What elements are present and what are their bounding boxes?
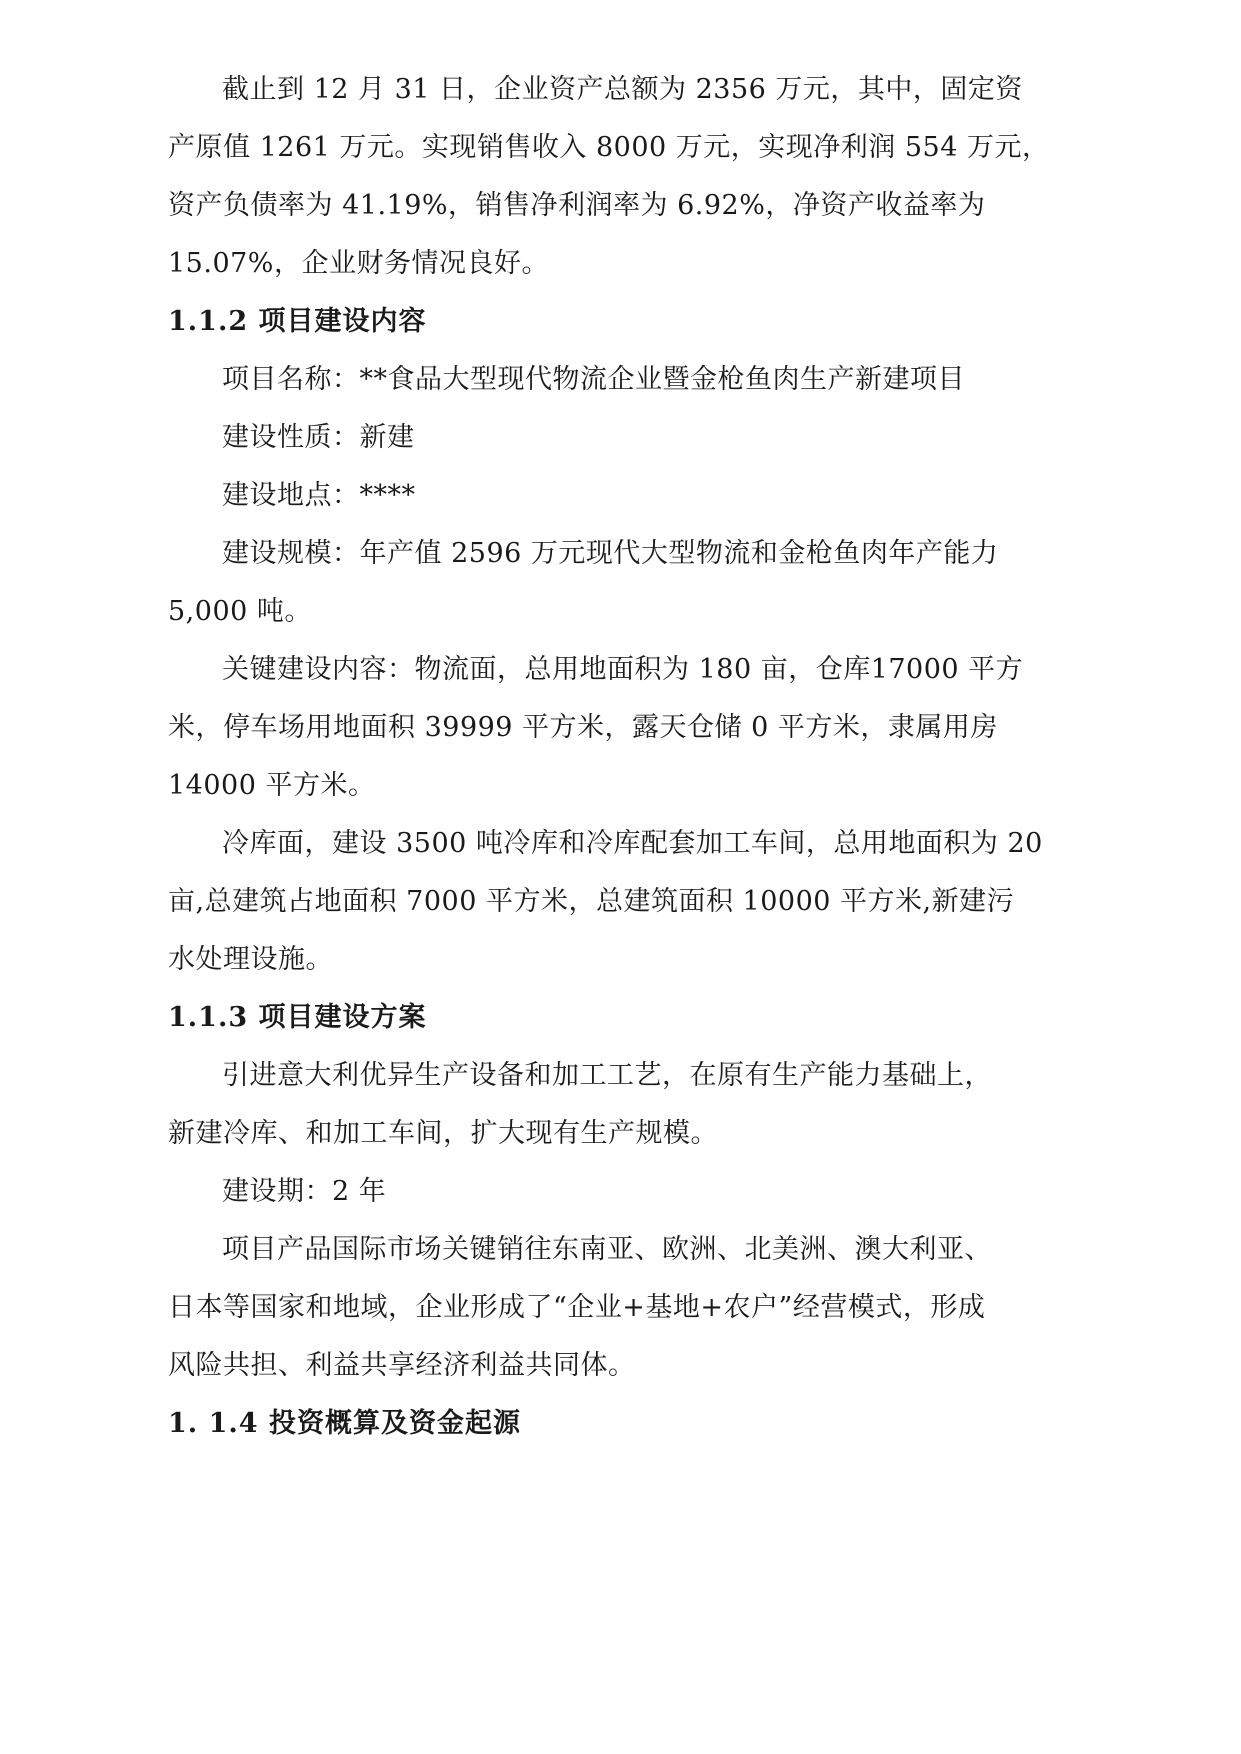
paragraph-line: 建设期：2 年	[222, 1176, 387, 1207]
paragraph-line: 5,000 吨。	[168, 596, 312, 627]
paragraph-line: 水处理设施。	[168, 944, 333, 975]
paragraph-line: 冷库面，建设 3500 吨冷库和冷库配套加工车间，总用地面积为 20	[222, 828, 1043, 859]
section-heading: 1.1.2 项目建设内容	[168, 306, 427, 337]
paragraph-line: 建设性质：新建	[222, 422, 415, 453]
paragraph-line: 项目产品国际市场关键销往东南亚、欧洲、北美洲、澳大利亚、	[222, 1234, 992, 1265]
paragraph-line: 建设地点：****	[222, 480, 416, 511]
paragraph-line: 15.07%，企业财务情况良好。	[168, 248, 549, 279]
paragraph-line: 产原值 1261 万元。实现销售收入 8000 万元，实现净利润 554 万元，	[168, 132, 1050, 163]
paragraph-line: 亩,总建筑占地面积 7000 平方米，总建筑面积 10000 平方米,新建污	[168, 886, 1015, 917]
section-heading: 1.1.3 项目建设方案	[168, 1002, 427, 1033]
section-heading: 1. 1.4 投资概算及资金起源	[168, 1408, 521, 1439]
paragraph-line: 14000 平方米。	[168, 770, 376, 801]
paragraph-line: 建设规模：年产值 2596 万元现代大型物流和金枪鱼肉年产能力	[222, 538, 999, 569]
paragraph-line: 引进意大利优异生产设备和加工工艺，在原有生产能力基础上，	[222, 1060, 992, 1091]
paragraph-line: 资产负债率为 41.19%，销售净利润率为 6.92%，净资产收益率为	[168, 190, 986, 221]
paragraph-line: 风险共担、利益共享经济利益共同体。	[168, 1350, 636, 1381]
paragraph-line: 日本等国家和地域，企业形成了“企业+基地+农户”经营模式，形成	[168, 1292, 986, 1323]
paragraph-line: 米，停车场用地面积 39999 平方米，露天仓储 0 平方米，隶属用房	[168, 712, 998, 743]
paragraph-line: 新建冷库、和加工车间，扩大现有生产规模。	[168, 1118, 718, 1149]
paragraph-line: 截止到 12 月 31 日，企业资产总额为 2356 万元，其中，固定资	[222, 74, 1023, 105]
paragraph-line: 关键建设内容：物流面，总用地面积为 180 亩，仓库17000 平方	[222, 654, 1024, 685]
paragraph-line: 项目名称：**食品大型现代物流企业暨金枪鱼肉生产新建项目	[222, 364, 965, 395]
